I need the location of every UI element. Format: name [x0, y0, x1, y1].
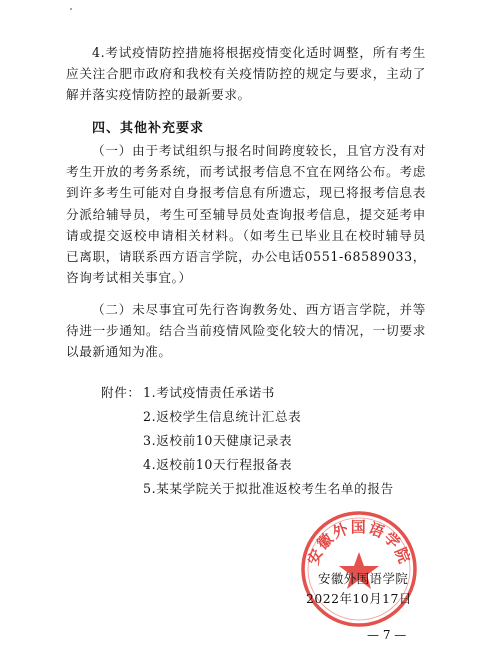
- section-heading: 四、其他补充要求: [92, 121, 205, 136]
- signature-org: 安徽外国语学院: [318, 571, 409, 586]
- paragraph-sub-1: （一）由于考试组织与报名时间跨度较长，且官方没有对考生开放的考务系统，而考试报考信息不宜在网络公布。考虑到许多考生可能对自身报考信息有所遗忘，现已将报考信息表分派给辅导员，考生可至辅导员处查询报考信息，提交延考申请或提交返校申请相关材料。（如考生已毕业且在校时辅导员已离职，请联系西方语言学院，办公电话0551-68589033，咨询考试相关事宜。）: [66, 143, 426, 286]
- attachment-item: 2.返校学生信息统计汇总表: [143, 409, 302, 424]
- page-number: — 7 —: [367, 628, 407, 642]
- attachment-item: 3.返校前10天健康记录表: [143, 433, 293, 448]
- attachment-item: 4.返校前10天行程报备表: [143, 457, 293, 472]
- paragraph-item-4: 4.考试疫情防控措施将根据疫情变化适时调整，所有考生应关注合肥市政府和我校有关疫情防控的规定与要求，主动了解并落实疫情防控的最新要求。: [66, 45, 426, 103]
- attachment-item: 1.考试疫情责任承诺书: [143, 385, 275, 400]
- scan-speck: [70, 8, 72, 10]
- attachments-label: 附件：: [101, 385, 141, 400]
- signature-date: 2022年10月17日: [306, 591, 412, 606]
- attachment-item: 5.某某学院关于拟批准返校考生名单的报告: [143, 481, 394, 496]
- svg-text:安徽外国语学院: 安徽外国语学院: [304, 518, 414, 568]
- paragraph-sub-2: （二）未尽事宜可先行咨询教务处、西方语言学院，并等待进一步通知。结合当前疫情风险变化较大的情况，一切要求以最新通知为准。: [66, 302, 426, 360]
